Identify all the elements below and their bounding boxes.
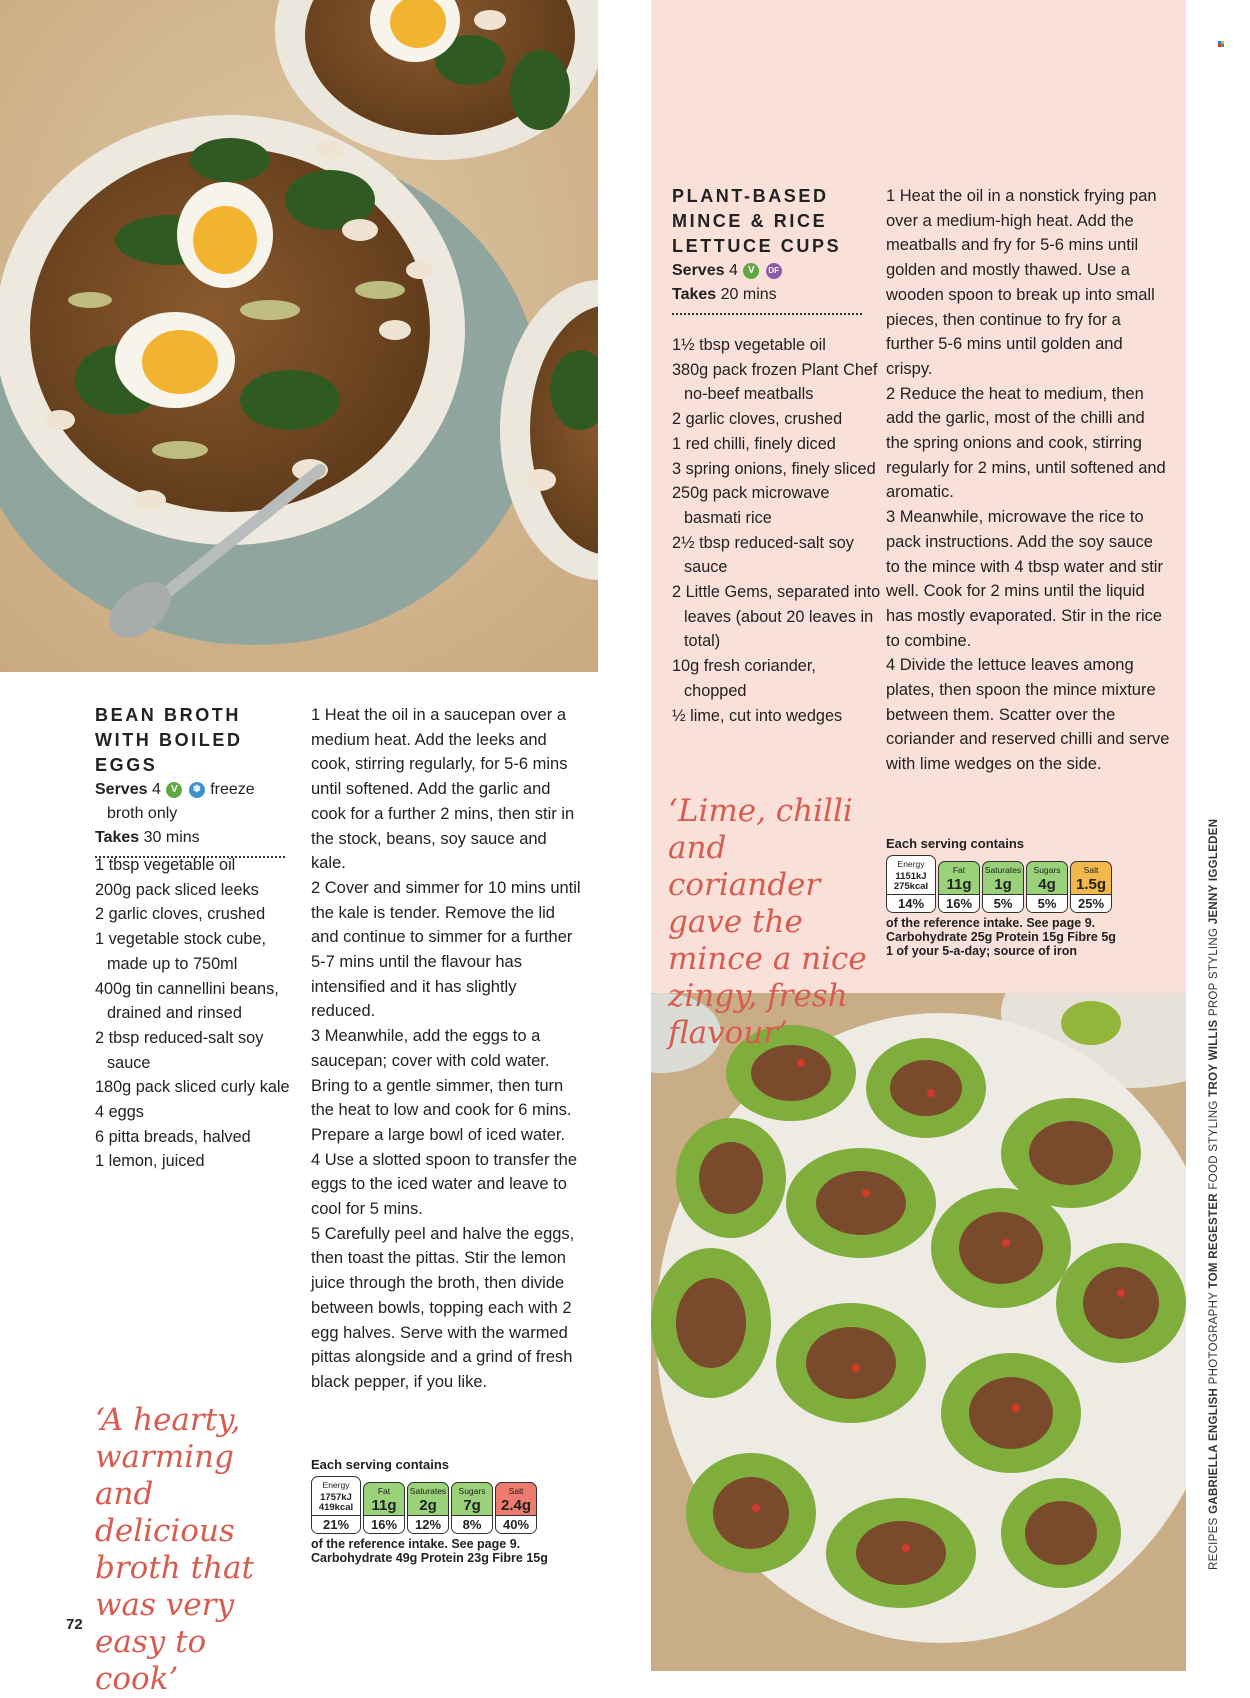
sugars-label: Sugars	[458, 1486, 486, 1496]
recipe1-header	[95, 703, 295, 872]
lettuce-cups-illustration	[651, 993, 1186, 1671]
ingredient-item: 400g tin cannellini beans, drained and rinsed	[95, 979, 279, 1023]
salt-value: 1.5g	[1075, 876, 1106, 893]
method-step: 5 Carefully peel and halve the eggs, then toast the pittas. Stir the lemon juice through the broth, then divide between bowls, topping each with 2 egg halves. Serve with the warmed pittas alongside and a grind of fresh black pepper, if you like.	[311, 1224, 575, 1391]
takes-label: Takes	[672, 286, 717, 303]
fat-label: Fat	[377, 1486, 391, 1496]
ingredient-item: 4 eggs	[95, 1103, 144, 1122]
method-step: 1 Heat the oil in a nonstick frying pan over a medium-high heat. Add the meatballs and fry for 5-6 mins until golden and mostly thawed. Use a wooden spoon to break up into small pieces, then continue to fry for a further 5-6 mins until golden and crispy.	[886, 187, 1157, 378]
credit-recipes-label: RECIPES	[1208, 1517, 1220, 1570]
nutrition-header: Each serving contains	[311, 1457, 449, 1472]
recipe1-quote: ‘A hearty, warming and delicious broth that was very easy to cook’	[95, 1402, 254, 1697]
saturates-value: 2g	[419, 1497, 437, 1514]
credit-prop-name: JENNY IGGLEDEN	[1208, 818, 1220, 925]
recipe1-serves	[95, 778, 295, 826]
recipe2-serves	[672, 259, 872, 283]
ingredient-item: 1½ tbsp vegetable oil	[672, 336, 826, 354]
ingredient-item: 1 vegetable stock cube, made up to 750ml	[95, 930, 267, 973]
ingredient-item: 2 tbsp reduced-salt soy sauce	[95, 1028, 264, 1072]
recipe1-ingredients	[95, 853, 300, 1174]
method-step: 2 Cover and simmer for 10 mins until the kale is tender. Remove the lid and continue to simmer for a further 5-7 mins until the flavour has intensified and it has slightly reduced.	[311, 878, 581, 1021]
energy-kcal: 275kcal	[893, 881, 929, 892]
recipe2-header	[672, 184, 872, 329]
serves-label: Serves	[672, 262, 725, 279]
sugars-pct: 5%	[1027, 894, 1067, 912]
ingredient-item: 250g pack microwave basmati rice	[672, 484, 830, 527]
credit-photo-label: PHOTOGRAPHY	[1208, 1291, 1220, 1385]
nutrition-footnote	[886, 916, 1171, 958]
sugars-cell	[1026, 861, 1068, 913]
ingredient-item: 10g fresh coriander, chopped	[672, 657, 816, 700]
method-step: 1 Heat the oil in a saucepan over a medium heat. Add the leeks and cook, stirring regularly, for 5-6 mins until softened. Add the garlic and cook for a further 2 mins, then stir in the stock, beans, soy sauce and kale.	[311, 706, 575, 873]
energy-pct: 21%	[312, 1515, 360, 1533]
method-step: 4 Divide the lettuce leaves among plates, then spoon the mince mixture between them. Scatter over the coriander and reserved chilli and serve with lime wedges on the side.	[886, 656, 1170, 774]
serves-label: Serves	[95, 781, 148, 798]
photo-credits	[1208, 819, 1220, 1570]
dotted-divider	[672, 313, 862, 315]
credit-prop-label: PROP STYLING	[1208, 927, 1220, 1017]
credit-food-label: FOOD STYLING	[1208, 1100, 1220, 1190]
takes-value: 20 mins	[720, 286, 777, 303]
freeze-note: broth only	[107, 805, 178, 822]
credit-photo-name: TOM REGESTER	[1208, 1193, 1220, 1289]
ingredient-item: 3 spring onions, finely sliced	[672, 459, 876, 478]
fat-pct: 16%	[939, 894, 979, 912]
ingredient-item: 200g pack sliced leeks	[95, 880, 259, 899]
recipe2-title-line1: PLANT-BASED	[672, 186, 829, 206]
recipe2-title-line3: LETTUCE CUPS	[672, 236, 842, 256]
recipe1-takes	[95, 826, 295, 850]
recipe2-title	[672, 184, 872, 259]
fat-cell	[363, 1482, 405, 1534]
ingredient-item: 380g pack frozen Plant Chef no-beef meatballs	[672, 360, 878, 404]
fat-value: 11g	[946, 876, 972, 893]
ingredient-item: 2 garlic cloves, crushed	[672, 410, 843, 429]
energy-label: Energy	[322, 1480, 350, 1490]
sugars-cell	[451, 1482, 493, 1534]
ingredient-item: 1 tbsp vegetable oil	[95, 856, 236, 874]
energy-cell	[311, 1476, 361, 1534]
recipe1-method	[311, 703, 581, 1395]
recipe2-quote: ‘Lime, chilli and coriander gave the mince a nice zingy, fresh flavour’	[668, 793, 867, 1051]
snowflake-icon: ❄	[189, 782, 205, 798]
saturates-cell	[407, 1482, 449, 1534]
ingredient-item: 1 red chilli, finely diced	[672, 434, 836, 453]
salt-label: Salt	[508, 1486, 524, 1496]
ingredient-item: 2 Little Gems, separated into leaves (about 20 leaves in total)	[672, 583, 881, 651]
recipe2-ingredients	[672, 333, 882, 728]
energy-pct: 14%	[887, 894, 935, 912]
energy-label: Energy	[897, 859, 925, 869]
recipe1-title	[95, 703, 295, 778]
saturates-label: Saturates	[984, 865, 1022, 875]
energy-values	[887, 870, 935, 894]
method-step: 2 Reduce the heat to medium, then add the garlic, most of the chilli and the spring onions and cook, stirring regularly for 2 mins, until softened and aromatic.	[886, 384, 1166, 502]
method-step: 3 Meanwhile, microwave the rice to pack instructions. Add the soy sauce to the mince with 4 tbsp water and stir well. Cook for 2 mins until the liquid has mostly evaporated. Stir in the rice to combine.	[886, 508, 1163, 650]
ingredient-item: 1 lemon, juiced	[95, 1152, 205, 1171]
ingredient-item: 2½ tbsp reduced-salt soy sauce	[672, 533, 854, 577]
salt-cell	[1070, 861, 1112, 913]
nutrition-table	[311, 1476, 581, 1534]
salt-cell	[495, 1482, 537, 1534]
vegetarian-badge: V	[166, 782, 182, 798]
recipe1-nutrition	[311, 1457, 581, 1565]
energy-cell	[886, 855, 936, 913]
vegetarian-badge: V	[743, 263, 759, 279]
freeze-text: freeze	[210, 781, 255, 798]
nutrition-foot3: 1 of your 5-a-day; source of iron	[886, 944, 1078, 958]
salt-pct: 25%	[1071, 894, 1111, 912]
brand-mark-icon	[1218, 34, 1224, 40]
nutrition-foot1: of the reference intake. See page 9.	[886, 916, 1096, 930]
dairy-free-badge: DF	[766, 263, 782, 279]
method-step: 4 Use a slotted spoon to transfer the eggs to the iced water and leave to cool for 5 mins.	[311, 1150, 577, 1219]
recipe2-title-line2: MINCE & RICE	[672, 211, 828, 231]
fat-pct: 16%	[364, 1515, 404, 1533]
nutrition-footnote	[311, 1537, 581, 1565]
ingredient-item: 2 garlic cloves, crushed	[95, 905, 266, 924]
nutrition-foot2: Carbohydrate 49g Protein 23g Fibre 15g	[311, 1551, 548, 1565]
energy-kj: 1151kJ	[895, 871, 927, 882]
ingredient-item: 6 pitta breads, halved	[95, 1127, 251, 1146]
energy-values	[312, 1491, 360, 1515]
method-step: 3 Meanwhile, add the eggs to a saucepan; cover with cold water. Bring to a gentle simmer, then turn the heat to low and cook for 6 mins. Prepare a large bowl of iced water.	[311, 1027, 572, 1144]
serves-value: 4	[151, 781, 161, 798]
nutrition-header: Each serving contains	[886, 836, 1024, 851]
sugars-label: Sugars	[1033, 865, 1061, 875]
saturates-label: Saturates	[409, 1486, 447, 1496]
nutrition-foot2: Carbohydrate 25g Protein 15g Fibre 5g	[886, 930, 1116, 944]
recipe2-nutrition	[886, 836, 1171, 958]
salt-label: Salt	[1083, 865, 1099, 875]
energy-kj: 1757kJ	[320, 1492, 352, 1503]
serves-value: 4	[728, 262, 738, 279]
bean-broth-photo	[0, 0, 598, 672]
takes-label: Takes	[95, 829, 140, 846]
saturates-value: 1g	[994, 876, 1012, 893]
fat-value: 11g	[371, 1497, 397, 1514]
nutrition-foot1: of the reference intake. See page 9.	[311, 1537, 521, 1551]
ingredient-item: 180g pack sliced curly kale	[95, 1078, 290, 1097]
fat-cell	[938, 861, 980, 913]
takes-value: 30 mins	[143, 829, 200, 846]
salt-pct: 40%	[496, 1515, 536, 1533]
credit-food-name: TROY WILLIS	[1208, 1019, 1220, 1097]
sugars-value: 4g	[1038, 876, 1056, 893]
sugars-value: 7g	[463, 1497, 481, 1514]
recipe2-method	[886, 184, 1171, 777]
page-number: 72	[66, 1616, 83, 1633]
recipe1-title-line2: WITH BOILED EGGS	[95, 730, 243, 775]
lettuce-cups-photo	[651, 993, 1186, 1671]
nutrition-table	[886, 855, 1171, 913]
salt-value: 2.4g	[500, 1497, 531, 1514]
recipe2-takes	[672, 283, 872, 307]
saturates-pct: 12%	[408, 1515, 448, 1533]
ingredient-item: ½ lime, cut into wedges	[672, 706, 843, 725]
recipe1-title-line1: BEAN BROTH	[95, 705, 241, 725]
saturates-pct: 5%	[983, 894, 1023, 912]
fat-label: Fat	[952, 865, 966, 875]
credit-recipes-name: GABRIELLA ENGLISH	[1208, 1387, 1220, 1514]
bean-broth-illustration	[0, 0, 598, 672]
energy-kcal: 419kcal	[318, 1502, 354, 1513]
sugars-pct: 8%	[452, 1515, 492, 1533]
saturates-cell	[982, 861, 1024, 913]
